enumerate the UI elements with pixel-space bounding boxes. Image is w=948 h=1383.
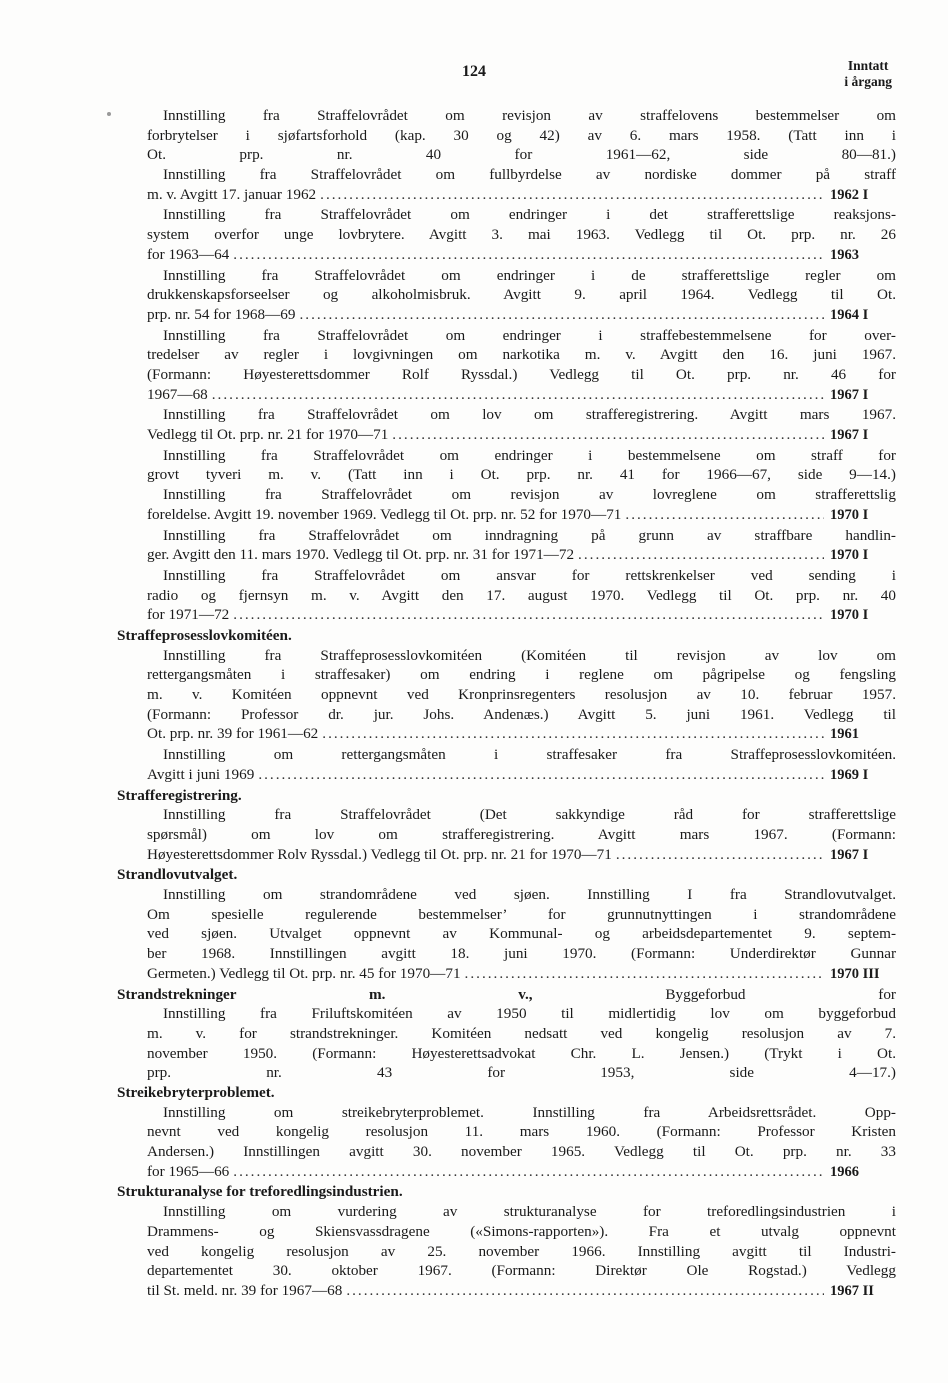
entry-line: Innstilling fra Straffelovrådet om fullbyrdelse av nordiske dommer på straff: [163, 166, 896, 184]
entry-line: Drammens- og Skiensvassdragene («Simons-rapporten»). Fra et utvalg oppnevnt: [147, 1222, 896, 1240]
entry-line: ved kongelig resolusjon av 25. november 1966. Innstilling avgitt til Industri-: [147, 1242, 896, 1260]
entry-last-line: [115, 425, 896, 446]
entry-line: Innstilling fra Straffelovrådet om endringer i bestemmelsene om straff for: [163, 446, 896, 464]
entry-line: Innstilling om streikebryterproblemet. Innstilling fra Arbeidsrettsrådet. Opp-: [163, 1103, 896, 1121]
dot-leader: [300, 305, 825, 325]
dot-leader: [465, 964, 824, 984]
entry-last-line: [115, 765, 896, 786]
year-included: 1967 II: [830, 1282, 874, 1299]
entry-line: ved sjøen. Utvalget oppnevnt av Kommunal- og arbeidsdepartementet 9. septem-: [147, 925, 896, 943]
entry: [115, 805, 896, 865]
entry-line: Ot. prp. nr. 40 for 1961—62, side 80—81.): [147, 146, 896, 164]
dot-leader: [233, 245, 824, 265]
entry: [115, 106, 896, 165]
margin-mark: [107, 112, 111, 116]
entry-line: for 1963—64: [147, 245, 230, 263]
entry-line: nevnt ved kongelig resolusjon 11. mars 1960. (Formann: Professor Kristen: [147, 1123, 896, 1141]
entry-line: departementet 30. oktober 1967. (Formann: Direktør Ole Rogstad.) Vedlegg: [147, 1262, 896, 1280]
entry: [115, 1103, 896, 1183]
year-included: 1970 I: [830, 547, 869, 564]
year-included: 1970 I: [830, 607, 869, 624]
entry-line: for 1965—66: [147, 1162, 230, 1180]
entry: [115, 165, 896, 205]
entry-last-line: [115, 545, 896, 566]
entry-line: system overfor unge lovbrytere. Avgitt 3. mai 1963. Vedlegg til Ot. prp. nr. 26: [147, 226, 896, 244]
dot-leader: [616, 845, 824, 865]
entry-last-line: [115, 385, 896, 406]
entry-line: november 1950. (Formann: Høyesterettsadvokat Chr. L. Jensen.) (Trykt i Ot.: [147, 1044, 896, 1062]
entry-line: Avgitt i juni 1969: [147, 765, 255, 783]
entry: [115, 526, 896, 566]
page-number: 124: [462, 63, 486, 80]
dot-leader: [212, 385, 824, 405]
entry-line: Om spesielle regulerende bestemmelser’ for grunnutnyttingen i strandområdene: [147, 905, 896, 923]
entry: [115, 485, 896, 525]
document-body: [115, 106, 896, 1302]
entry-line: grovt tyveri m. v. (Tatt inn i Ot. prp. nr. 41 for 1966—67, side 9—14.): [147, 466, 896, 484]
entry-line: foreldelse. Avgitt 19. november 1969. Vedlegg til Ot. prp. nr. 52 for 1970—71: [147, 505, 622, 523]
entry-last-line: [115, 185, 896, 206]
dot-leader: [346, 1281, 824, 1301]
entry-last-line: [115, 845, 896, 866]
entry-line: (Formann: Professor dr. jur. Johs. Andenæs.) Avgitt 5. juni 1961. Vedlegg til: [147, 705, 896, 723]
entry: [115, 205, 896, 265]
entry: [115, 266, 896, 326]
entry: [115, 1004, 896, 1083]
entry: [115, 885, 896, 984]
entry-last-line: [115, 1281, 896, 1302]
entry-line: 1967—68: [147, 385, 208, 403]
section-heading: Strafferegistrering.: [117, 786, 242, 804]
year-included: 1969 I: [830, 766, 869, 783]
entry-last-line: [115, 305, 896, 326]
section-heading-rest: Byggeforbud for: [532, 985, 896, 1003]
dot-leader: [233, 1162, 824, 1182]
column-label-inntatt: [844, 58, 892, 90]
entry-line: Innstilling om vurdering av strukturanalyse for treforedlingsindustrien i: [163, 1203, 896, 1221]
entry-line: radio og fjernsyn m. v. Avgitt den 17. august 1970. Vedlegg til Ot. prp. nr. 40: [147, 586, 896, 604]
section-heading: [115, 985, 896, 1005]
entry-line: Germeten.) Vedlegg til Ot. prp. nr. 45 for 1970—71: [147, 964, 461, 982]
column-label-line-1: Inntatt: [847, 58, 889, 73]
entry-line: Innstilling om strandområdene ved sjøen. Innstilling I fra Strandlovutvalget.: [163, 886, 896, 904]
year-included: 1967 I: [830, 427, 869, 444]
year-included: 1970 I: [830, 506, 869, 523]
section-heading-bold: Strandstrekninger m. v.,: [117, 985, 533, 1003]
entry-line: Andersen.) Innstillingen avgitt 30. november 1965. Vedlegg til Ot. prp. nr. 33: [147, 1143, 896, 1161]
dot-leader: [233, 605, 824, 625]
entry-line: drukkenskapsforseelser og alkoholmisbruk. Avgitt 9. april 1964. Vedlegg til Ot.: [147, 286, 896, 304]
year-included: 1961: [830, 726, 859, 743]
entry-last-line: [115, 505, 896, 526]
entry: [115, 646, 896, 745]
dot-leader: [578, 545, 824, 565]
entry-line: prp. nr. 54 for 1968—69: [147, 305, 296, 323]
entry-last-line: [115, 724, 896, 745]
section-heading: Strandlovutvalget.: [117, 866, 238, 884]
year-included: 1966: [830, 1163, 859, 1180]
dot-leader: [625, 505, 824, 525]
section-heading: Streikebryterproblemet.: [117, 1083, 275, 1101]
year-included: 1962 I: [830, 186, 869, 203]
year-included: 1967 I: [830, 846, 869, 863]
entry-line: rettergangsmåten i straffesaker) om endring i reglene om pågripelse og fengsling: [147, 666, 896, 684]
entry-line: til St. meld. nr. 39 for 1967—68: [147, 1281, 343, 1299]
entry-line: Ot. prp. nr. 39 for 1961—62: [147, 725, 319, 743]
entry: [115, 1202, 896, 1301]
entry-line: Innstilling fra Straffelovrådet (Det sakkyndige råd for strafferettslige: [163, 806, 896, 824]
entry: [115, 745, 896, 785]
entry-line: Innstilling fra Straffelovrådet om endringer i straffebestemmelsene for over-: [163, 326, 896, 344]
entry-line: spørsmål) om lov om strafferegistrering. Avgitt mars 1967. (Formann:: [147, 825, 896, 843]
entry-line: (Formann: Høyesterettsdommer Rolf Ryssdal.) Vedlegg til Ot. prp. nr. 46 for: [147, 366, 896, 383]
entry-line: m. v. Komitéen oppnevnt ved Kronprinsregenters resolusjon av 10. februar 1957.: [147, 686, 896, 704]
entry-last-line: [115, 964, 896, 985]
entry-line: Innstilling fra Straffelovrådet om revisjon av straffelovens bestemmelser om: [163, 107, 896, 124]
year-included: 1970 III: [830, 965, 880, 982]
entry-line: Høyesterettsdommer Rolv Ryssdal.) Vedlegg til Ot. prp. nr. 21 for 1970—71: [147, 845, 612, 863]
entry-line: forbrytelser i sjøfartsforhold (kap. 30 og 42) av 6. mars 1958. (Tatt inn i: [147, 126, 896, 144]
entry-line: for 1971—72: [147, 606, 230, 624]
entry-last-line: [115, 245, 896, 266]
year-included: 1963: [830, 246, 859, 263]
section-heading: Strukturanalyse for treforedlingsindustrien.: [117, 1183, 403, 1201]
entry-line: Innstilling fra Straffelovrådet om endringer i det strafferettslige reaksjons-: [163, 206, 896, 224]
entry-line: tredelser av regler i lovgivningen om narkotika m. v. Avgitt den 16. juni 1967.: [147, 346, 896, 364]
entry: [115, 326, 896, 406]
entry: [115, 566, 896, 626]
year-included: 1967 I: [830, 386, 869, 403]
entry-line: m. v. for strandstrekninger. Komitéen nedsatt ved kongelig resolusjon av 7.: [147, 1024, 896, 1042]
entry-line: Innstilling fra Straffelovrådet om inndragning på grunn av straffbare handlin-: [163, 526, 896, 544]
entry-last-line: [115, 605, 896, 626]
entry-line: Innstilling fra Straffelovrådet om ansvar for rettskrenkelser ved sending i: [163, 566, 896, 584]
entry-line: prp. nr. 43 for 1953, side 4—17.): [147, 1064, 896, 1082]
entry-line: Innstilling om rettergangsmåten i straffesaker fra Straffeprosesslovkomitéen.: [163, 746, 896, 764]
dot-leader: [392, 425, 824, 445]
dot-leader: [258, 765, 824, 785]
year-included: 1964 I: [830, 306, 869, 323]
entry: [115, 405, 896, 445]
entry-line: Vedlegg til Ot. prp. nr. 21 for 1970—71: [147, 426, 389, 444]
entry-last-line: [115, 1162, 896, 1183]
entry: [115, 446, 896, 485]
entry-line: Innstilling fra Straffelovrådet om lov om strafferegistrering. Avgitt mars 1967.: [163, 406, 896, 424]
section-heading: Straffeprosesslovkomitéen.: [117, 627, 292, 645]
entry-line: ger. Avgitt den 11. mars 1970. Vedlegg til Ot. prp. nr. 31 for 1971—72: [147, 546, 575, 564]
entry-line: Innstilling fra Straffelovrådet om revisjon av lovreglene om strafferettslig: [163, 486, 896, 504]
dot-leader: [320, 185, 824, 205]
dot-leader: [322, 724, 824, 744]
column-label-line-2: i årgang: [844, 74, 892, 89]
entry-line: Innstilling fra Straffeprosesslovkomitéen (Komitéen til revisjon av lov om: [163, 646, 896, 664]
entry-line: m. v. Avgitt 17. januar 1962: [147, 185, 317, 203]
entry-line: Innstilling fra Straffelovrådet om endringer i de strafferettslige regler om: [163, 266, 896, 284]
entry-line: ber 1968. Innstillingen avgitt 18. juni 1970. (Formann: Underdirektør Gunnar: [147, 945, 896, 963]
entry-line: Innstilling fra Friluftskomitéen av 1950 til midlertidig lov om byggeforbud: [163, 1005, 896, 1023]
